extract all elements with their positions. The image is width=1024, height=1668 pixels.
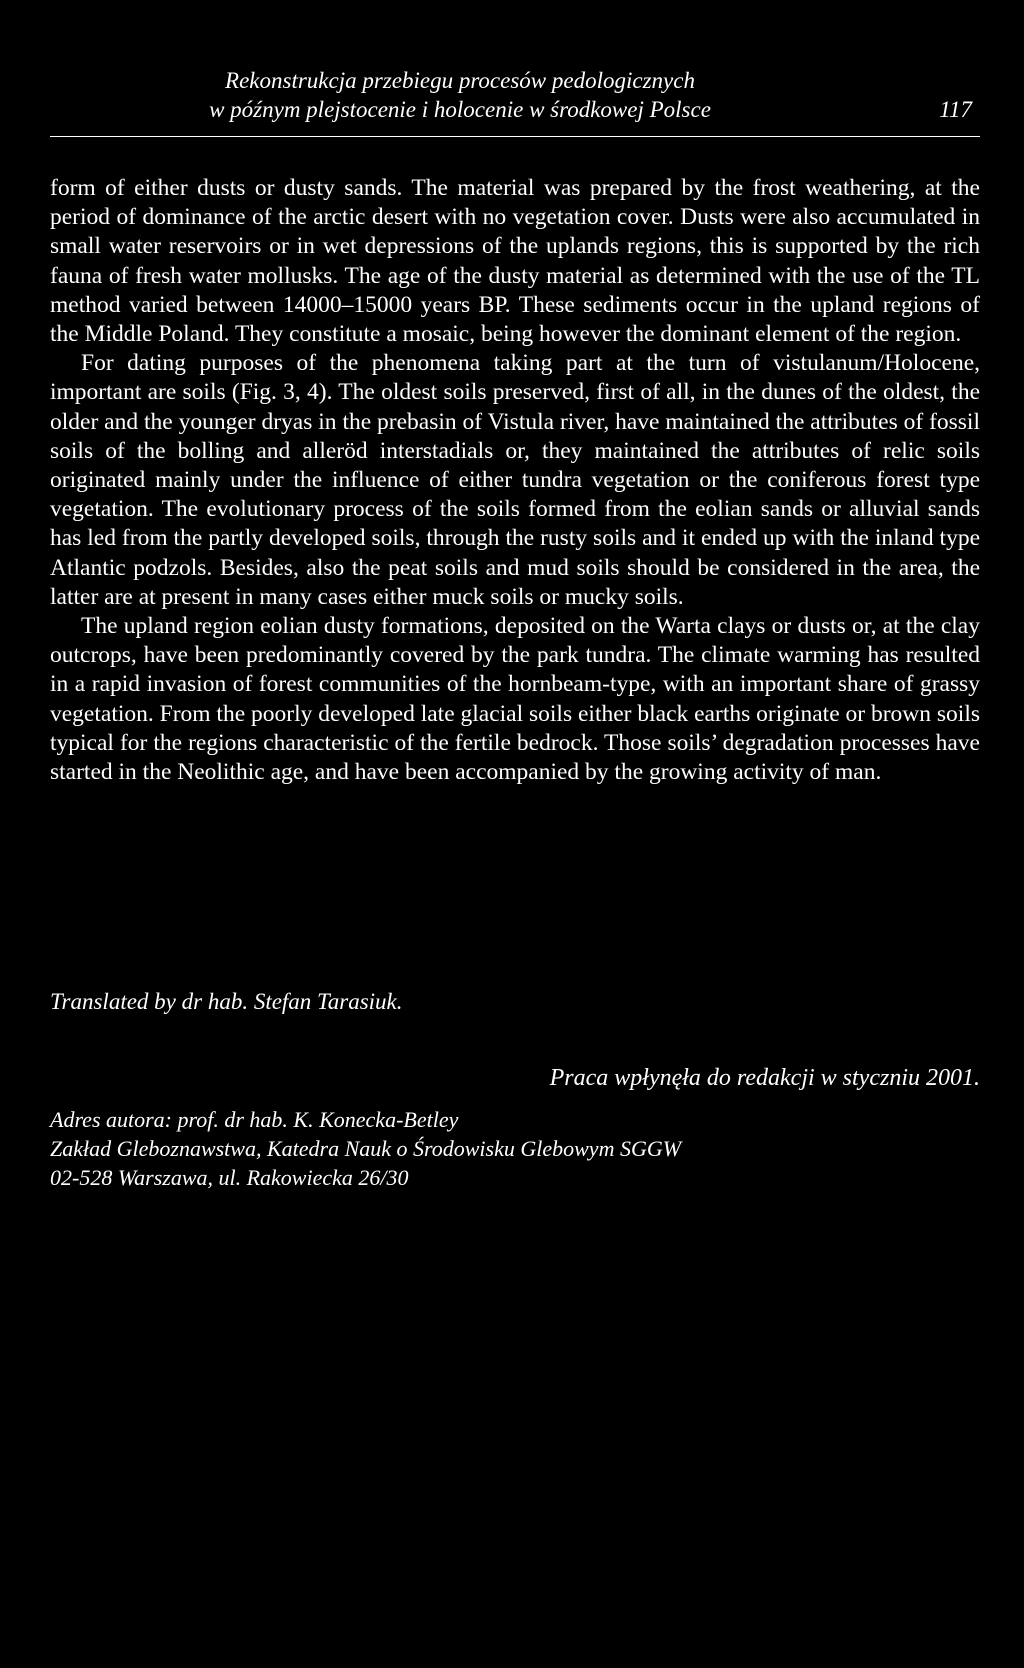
body-text bbox=[50, 174, 980, 787]
paragraph-3: The upland region eolian dusty formations, deposited on the Warta clays or dusts or, at the clay outcrops, have been predominantly covered by the park tundra. The climate warming has resulted in a rapid invasion of forest communities of the hornbeam-type, with an important share of grassy vegetation. From the poorly developed late glacial soils either black earths originate or brown soils typical for the regions characteristic of the fertile bedrock. Those soils’ degradation processes have started in the Neolithic age, and have been accompanied by the growing activity of man. bbox=[50, 613, 980, 786]
address-line-3: 02-528 Warszawa, ul. Rakowiecka 26/30 bbox=[50, 1165, 409, 1190]
author-address bbox=[50, 1105, 681, 1192]
running-header bbox=[50, 64, 980, 137]
received-date: Praca wpłynęła do redakcji w styczniu 2001. bbox=[549, 1065, 980, 1091]
paragraph-1: form of either dusts or dusty sands. The material was prepared by the frost weathering, at the period of dominance of the arctic desert with no vegetation cover. Dusts were also accumulated in small water reservoirs or in wet depressions of the uplands regions, this is supported by the rich fauna of fresh water mollusks. The age of the dusty material as determined with the use of the TL method varied between 14000–15000 years BP. These sediments occur in the upland regions of the Middle Poland. They constitute a mosaic, being however the dominant element of the region. bbox=[50, 175, 980, 348]
document-page bbox=[50, 0, 980, 1668]
translator-credit: Translated by dr hab. Stefan Tarasiuk. bbox=[50, 989, 403, 1014]
header-title-line-2: w późnym plejstocenie i holocenie w środkowej Polsce bbox=[209, 97, 711, 122]
header-title-line-1: Rekonstrukcja przebiegu procesów pedologicznych bbox=[225, 68, 695, 93]
address-line-2: Zakład Gleboznawstwa, Katedra Nauk o Środowisku Glebowym SGGW bbox=[50, 1136, 682, 1161]
paragraph-2: For dating purposes of the phenomena taking part at the turn of vistulanum/Holocene, important are soils (Fig. 3, 4). The oldest soils preserved, first of all, in the dunes of the oldest, the older and the younger dryas in the prebasin of Vistula river, have maintained the attributes of fossil soils of the bolling and alleröd interstadials or, they maintained the attributes of relic soils originated mainly under the influence of either tundra vegetation or the coniferous forest type vegetation. The evolutionary process of the soils formed from the eolian sands or alluvial sands has led from the partly developed soils, through the rusty soils and it ended up with the inland type Atlantic podzols. Besides, also the peat soils and mud soils should be considered in the area, the latter are at present in many cases either muck soils or mucky soils. bbox=[50, 350, 980, 610]
address-line-1: Adres autora: prof. dr hab. K. Konecka-Betley bbox=[50, 1107, 459, 1132]
page-number: 117 bbox=[939, 97, 972, 122]
